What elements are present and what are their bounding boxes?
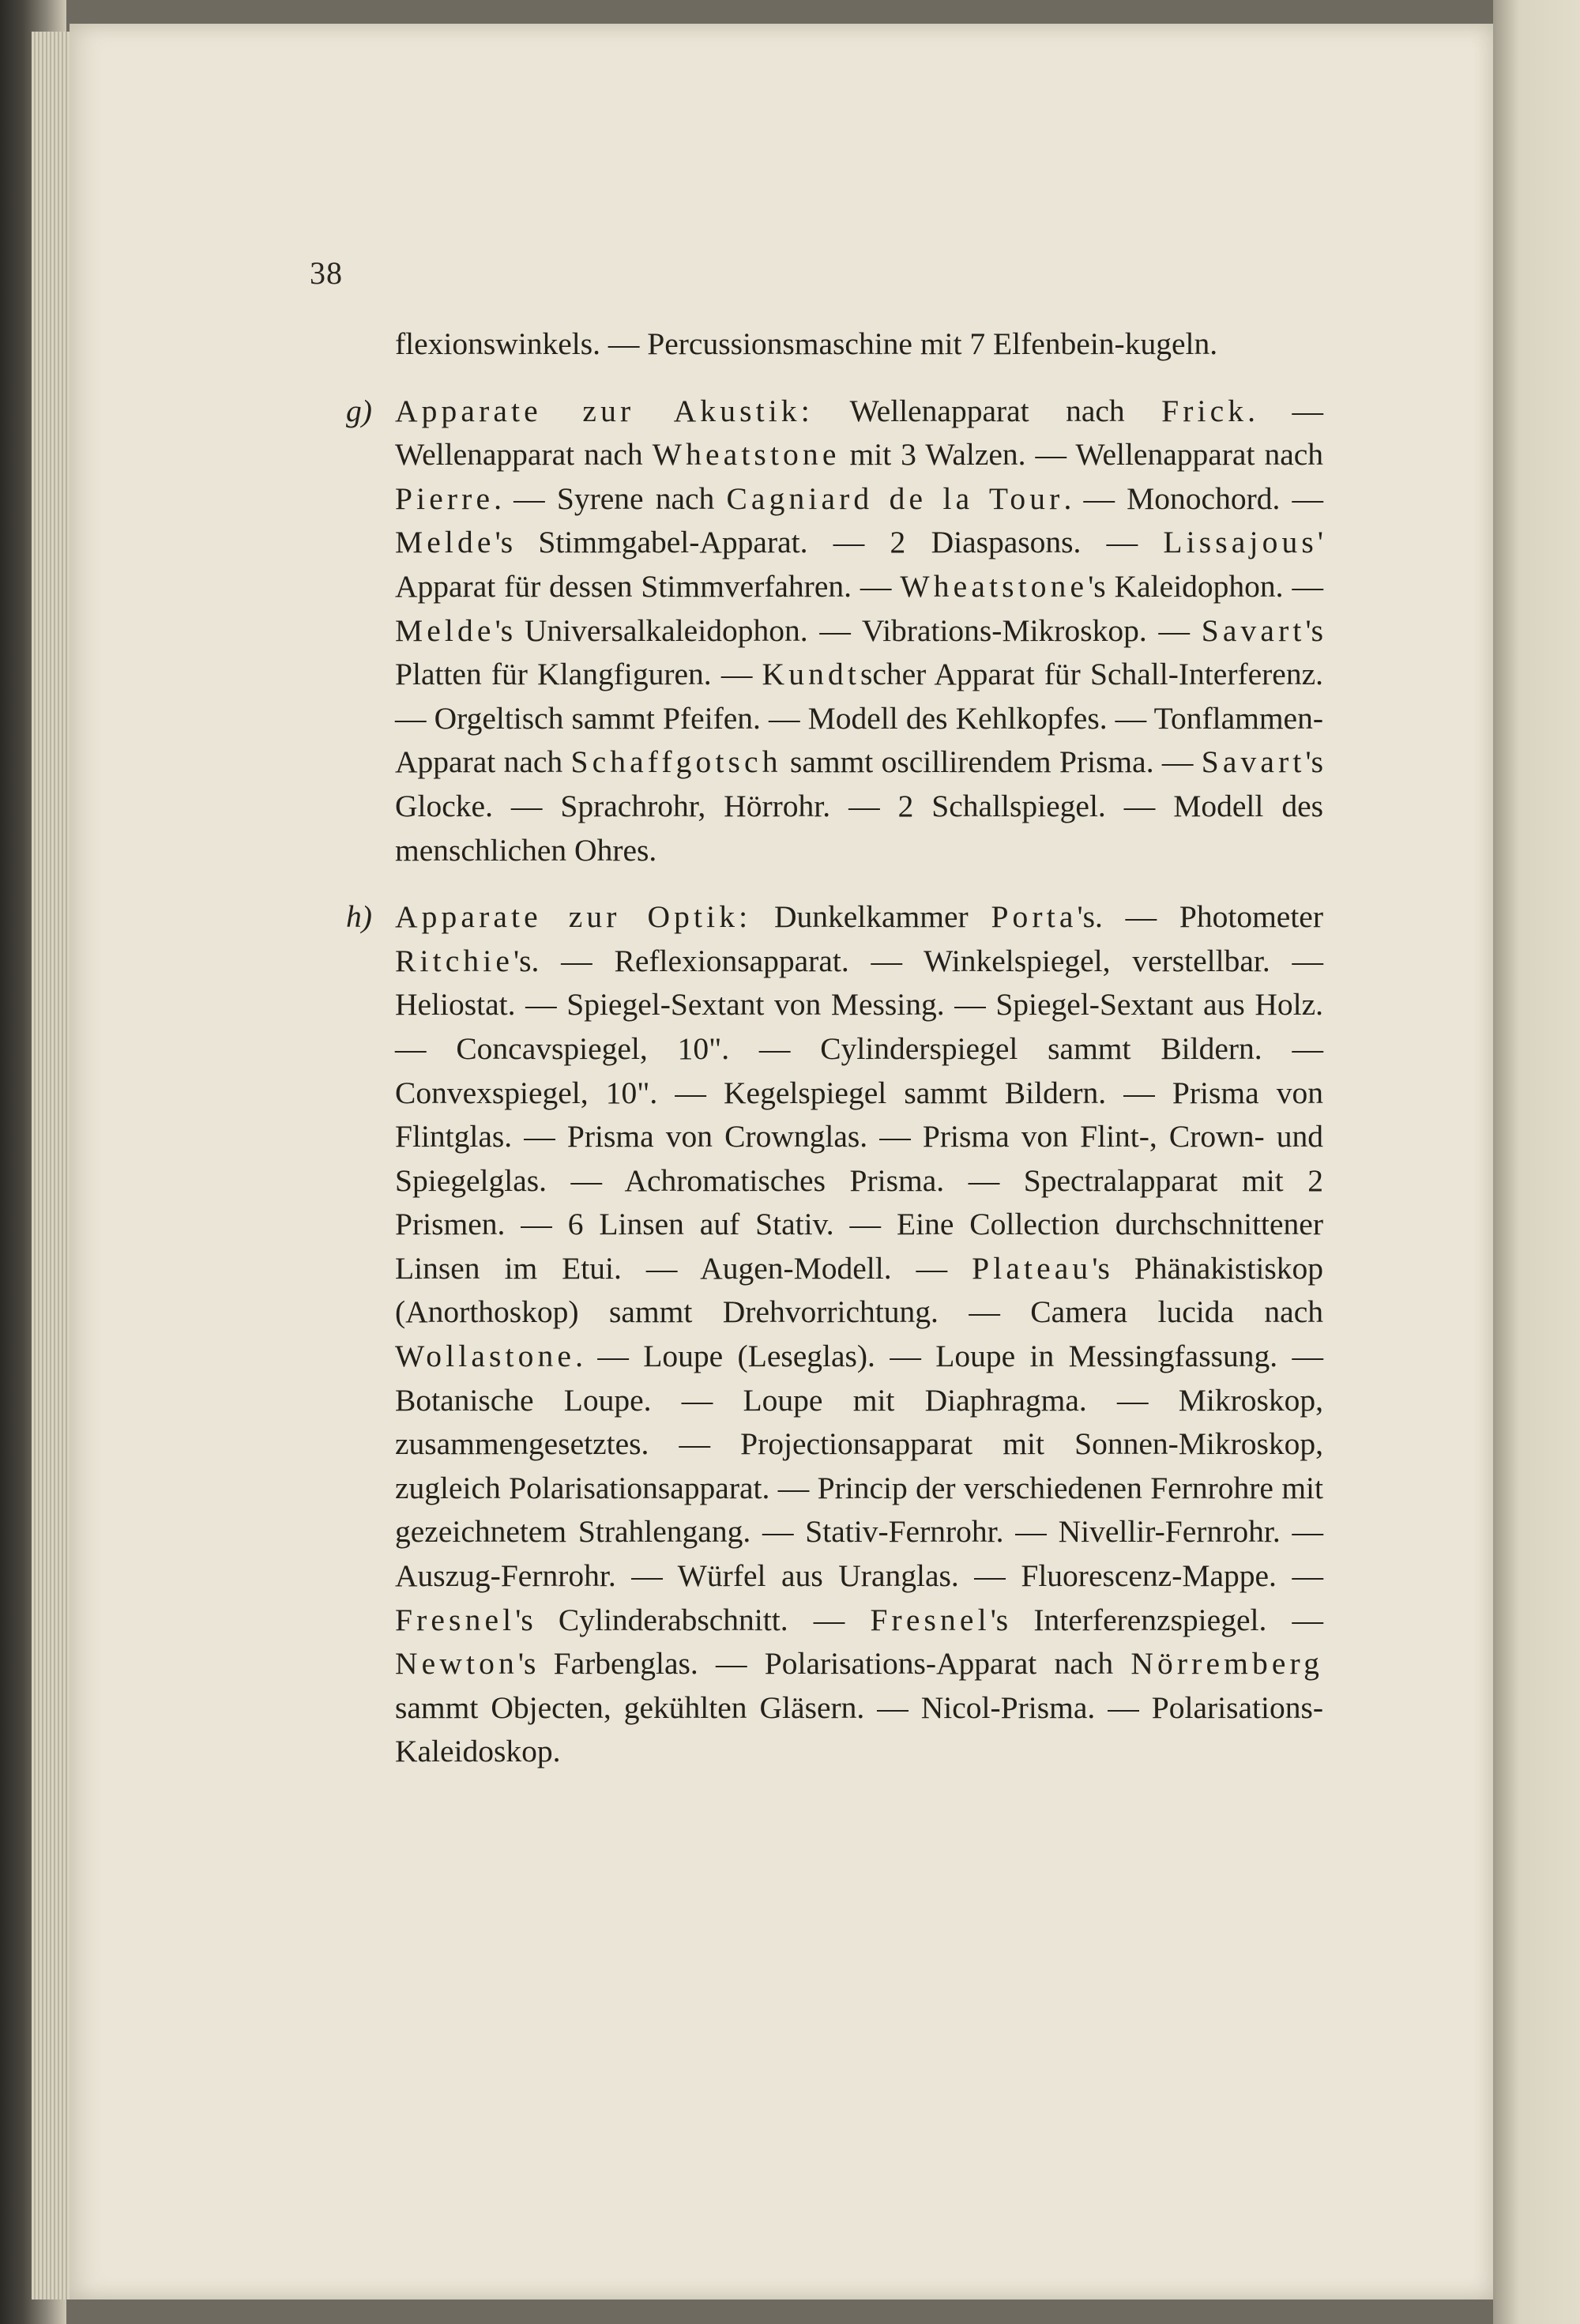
person-name: Fresnel (870, 1602, 991, 1637)
person-name: Frick (1161, 393, 1248, 428)
person-name: Melde (395, 525, 495, 560)
section-g-label: g) (346, 393, 372, 428)
section-g-text: 's Kaleidophon. — (1088, 568, 1323, 604)
section-g-text: sammt oscillirendem Prisma. — (781, 744, 1202, 780)
person-name: Kundt (762, 657, 860, 692)
section-g-text: 's Glocke. — Sprachrohr, Hörrohr. — 2 Schallspiegel. — Modell des menschlichen Ohres. (395, 744, 1323, 868)
continuation-paragraph (395, 322, 1323, 367)
person-name: Newton (395, 1646, 518, 1682)
section-g-text: Wellenapparat nach (813, 393, 1162, 428)
person-name: Fresnel (395, 1602, 516, 1637)
person-name: Cagniard de la Tour (726, 480, 1064, 516)
section-g-text: ' Apparat für dessen Stimmverfahren. — (395, 525, 1323, 604)
section-g-text: . — Monochord. — (1063, 480, 1324, 516)
section-h-text: . — Loupe (Leseglas). — Loupe in Messingfassung. — Botanische Loupe. — Loupe mit Diaphragma. — Mikroskop, zusammengesetztes. — Projectionsapparat mit Sonnen-Mikroskop, zugleich Polarisationsapparat. — Princip der verschiedenen Fernrohre mit gezeichnetem Strahlengang. — Stativ-Fernrohr. — Nivellir-Fernrohr. — Auszug-Fernrohr. — Würfel aus Uranglas. — Fluorescenz-Mappe. — (395, 1339, 1323, 1594)
section-h-heading: Apparate zur Optik: (395, 899, 752, 935)
person-name: Nörremberg (1130, 1646, 1323, 1682)
section-h-text: 's Cylinderabschnitt. — (515, 1602, 871, 1637)
section-g-acoustics (346, 390, 1324, 873)
person-name: Wheatstone (652, 437, 841, 473)
section-g-text: 's Universalkaleidophon. — Vibrations-Mikroskop. — (495, 612, 1202, 648)
section-h-text: 's Interferenzspiegel. — (990, 1602, 1323, 1637)
continuation-text: flexionswinkels. — Percussionsmaschine mit 7 Elfenbein-kugeln. (395, 326, 1218, 361)
person-name: Wheatstone (900, 568, 1089, 604)
person-name: Pierre (395, 480, 495, 516)
section-h-text: 's. — Photometer (1077, 899, 1323, 935)
section-h-optics (346, 895, 1324, 1774)
person-name: Schaffgotsch (570, 744, 782, 780)
section-g-text: 's Platten für Klangfiguren. — (395, 612, 1323, 692)
person-name: Wollastone (395, 1339, 576, 1374)
section-g-text: mit 3 Walzen. — Wellenapparat nach (840, 437, 1324, 473)
section-h-text: Dunkelkammer (751, 899, 991, 935)
section-g-heading: Apparate zur Akustik: (395, 393, 814, 428)
page-number: 38 (310, 255, 343, 291)
section-g-text: 's Stimmgabel-Apparat. — 2 Diaspasons. — (495, 525, 1164, 560)
person-name: Ritchie (395, 943, 514, 978)
section-g-text: scher Apparat für Schall-Interferenz. — Orgeltisch sammt Pfeifen. — Modell des Kehlkopfes. — Tonflammen-Apparat nach (395, 657, 1323, 780)
section-h-text: 's. — Reflexionsapparat. — Winkelspiegel, verstellbar. — Heliostat. — Spiegel-Sextant von Messing. — Spiegel-Sextant aus Holz. — Concavspiegel, 10". — Cylinderspiegel sammt Bildern. — Convexspiegel, 10". — Kegelspiegel sammt Bildern. — Prisma von Flintglas. — Prisma von Crownglas. — Prisma von Flint-, Crown- und Spiegelglas. — Achromatisches Prisma. — Spectralapparat mit 2 Prismen. — 6 Linsen auf Stativ. — Eine Collection durchschnittener Linsen im Etui. — Augen-Modell. — (395, 943, 1323, 1286)
person-name: Lissajous (1163, 525, 1318, 560)
section-h-label: h) (346, 899, 372, 935)
section-g-text: . — Syrene nach (494, 480, 727, 516)
page-body (346, 322, 1324, 1774)
person-name: Melde (395, 612, 495, 648)
section-h-text: 's Phänakistiskop (Anorthoskop) sammt Drehvorrichtung. — Camera lucida nach (395, 1250, 1324, 1330)
facing-page-edge (1493, 0, 1580, 2324)
person-name: Plateau (972, 1250, 1093, 1286)
section-h-text: sammt Objecten, gekühlten Gläsern. — Nicol-Prisma. — Polarisations-Kaleidoskop. (395, 1689, 1323, 1769)
person-name: Porta (991, 899, 1078, 935)
section-g-text: . — Wellenapparat nach (395, 393, 1323, 473)
person-name: Savart (1201, 744, 1306, 780)
person-name: Savart (1201, 612, 1306, 648)
section-h-text: 's Farbenglas. — Polarisations-Apparat nach (517, 1646, 1131, 1682)
